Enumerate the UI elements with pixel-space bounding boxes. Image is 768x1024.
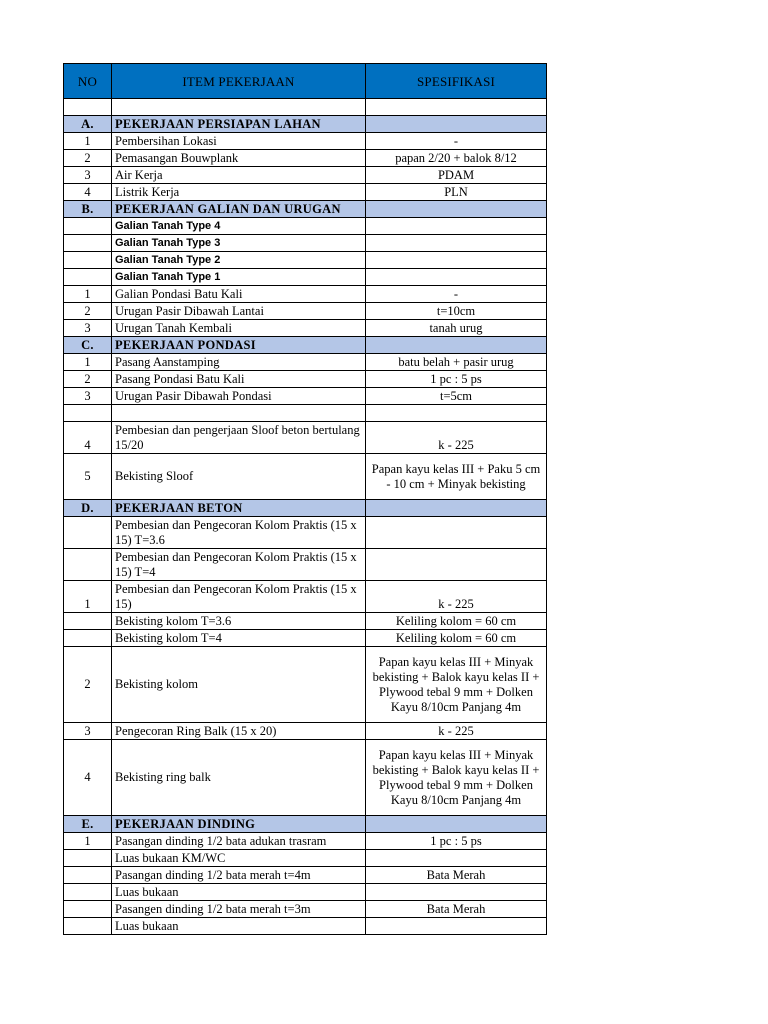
row-item: PEKERJAAN DINDING: [112, 816, 366, 833]
row-no: E.: [64, 816, 112, 833]
row-spec: [366, 201, 547, 218]
row-spec: Papan kayu kelas III + Minyak bekisting + Balok kayu kelas II + Plywood tebal 9 mm + Dolken Kayu 8/10cm Panjang 4m: [366, 740, 547, 816]
row-item: Urugan Pasir Dibawah Lantai: [112, 303, 366, 320]
row-item: Pasangen dinding 1/2 bata merah t=3m: [112, 901, 366, 918]
row-item: Pasangan dinding 1/2 bata adukan trasram: [112, 833, 366, 850]
row-no: [64, 517, 112, 549]
row-item: Bekisting kolom T=4: [112, 630, 366, 647]
row-item: Galian Tanah Type 1: [112, 269, 366, 286]
row-no: B.: [64, 201, 112, 218]
row-no: D.: [64, 500, 112, 517]
row-item: Listrik Kerja: [112, 184, 366, 201]
row-item: Pasang Pondasi Batu Kali: [112, 371, 366, 388]
row-item: Galian Tanah Type 3: [112, 235, 366, 252]
table-row: [64, 850, 547, 867]
row-item: Air Kerja: [112, 167, 366, 184]
row-no: C.: [64, 337, 112, 354]
table-row: [64, 833, 547, 850]
row-item: Urugan Tanah Kembali: [112, 320, 366, 337]
row-spec: batu belah + pasir urug: [366, 354, 547, 371]
table-row: [64, 901, 547, 918]
table-row: [64, 286, 547, 303]
row-spec: [366, 918, 547, 935]
table-row: [64, 133, 547, 150]
table-row: [64, 235, 547, 252]
row-no: A.: [64, 116, 112, 133]
row-no: 1: [64, 286, 112, 303]
row-no: [64, 99, 112, 116]
row-no: 4: [64, 184, 112, 201]
row-item: Pengecoran Ring Balk (15 x 20): [112, 723, 366, 740]
row-spec: PDAM: [366, 167, 547, 184]
row-no: [64, 252, 112, 269]
table-row: [64, 884, 547, 901]
row-item: PEKERJAAN PERSIAPAN LAHAN: [112, 116, 366, 133]
table-body: [64, 99, 547, 935]
row-no: [64, 549, 112, 581]
row-spec: 1 pc : 5 ps: [366, 833, 547, 850]
row-no: 3: [64, 723, 112, 740]
table-row: [64, 371, 547, 388]
row-no: [64, 850, 112, 867]
row-item: [112, 405, 366, 422]
row-spec: tanah urug: [366, 320, 547, 337]
row-spec: -: [366, 286, 547, 303]
row-spec: Papan kayu kelas III + Minyak bekisting + Balok kayu kelas II + Plywood tebal 9 mm + Dolken Kayu 8/10cm Panjang 4m: [366, 647, 547, 723]
row-item: Galian Tanah Type 2: [112, 252, 366, 269]
row-no: 2: [64, 371, 112, 388]
row-spec: [366, 218, 547, 235]
row-item: Bekisting Sloof: [112, 454, 366, 500]
row-spec: papan 2/20 + balok 8/12: [366, 150, 547, 167]
row-item: Pembesian dan pengerjaan Sloof beton bertulang 15/20: [112, 422, 366, 454]
table-row: [64, 269, 547, 286]
row-item: Bekisting kolom T=3.6: [112, 613, 366, 630]
row-item: PEKERJAAN GALIAN DAN URUGAN: [112, 201, 366, 218]
row-no: 2: [64, 150, 112, 167]
section-row: [64, 816, 547, 833]
rab-table: [63, 63, 547, 935]
row-item: Urugan Pasir Dibawah Pondasi: [112, 388, 366, 405]
row-item: Bekisting ring balk: [112, 740, 366, 816]
row-no: 2: [64, 303, 112, 320]
table-row: [64, 167, 547, 184]
row-spec: PLN: [366, 184, 547, 201]
row-item: Galian Tanah Type 4: [112, 218, 366, 235]
row-spec: Keliling kolom = 60 cm: [366, 630, 547, 647]
row-spec: 1 pc : 5 ps: [366, 371, 547, 388]
table-row: [64, 184, 547, 201]
table-row: [64, 517, 547, 549]
table-row: [64, 422, 547, 454]
row-spec: Bata Merah: [366, 901, 547, 918]
row-no: [64, 269, 112, 286]
row-item: Galian Pondasi Batu Kali: [112, 286, 366, 303]
row-no: 3: [64, 167, 112, 184]
row-spec: -: [366, 133, 547, 150]
section-row: [64, 337, 547, 354]
row-spec: Papan kayu kelas III + Paku 5 cm - 10 cm + Minyak bekisting: [366, 454, 547, 500]
row-item: Pemasangan Bouwplank: [112, 150, 366, 167]
row-no: [64, 630, 112, 647]
row-no: 4: [64, 422, 112, 454]
row-item: PEKERJAAN BETON: [112, 500, 366, 517]
row-no: 1: [64, 354, 112, 371]
row-no: 3: [64, 320, 112, 337]
row-no: 1: [64, 133, 112, 150]
table-row: [64, 150, 547, 167]
table-row: [64, 454, 547, 500]
row-spec: t=5cm: [366, 388, 547, 405]
row-item: Pembersihan Lokasi: [112, 133, 366, 150]
row-item: PEKERJAAN PONDASI: [112, 337, 366, 354]
row-spec: [366, 884, 547, 901]
table-row: [64, 549, 547, 581]
table-row: [64, 740, 547, 816]
header-no: NO: [64, 64, 112, 99]
row-no: [64, 235, 112, 252]
table-row: [64, 723, 547, 740]
table-row: [64, 320, 547, 337]
row-no: [64, 867, 112, 884]
section-row: [64, 116, 547, 133]
row-spec: [366, 116, 547, 133]
row-no: [64, 405, 112, 422]
row-spec: [366, 337, 547, 354]
row-no: 1: [64, 581, 112, 613]
row-item: Pembesian dan Pengecoran Kolom Praktis (15 x 15) T=4: [112, 549, 366, 581]
table-row: [64, 388, 547, 405]
section-row: [64, 201, 547, 218]
row-no: [64, 884, 112, 901]
header-spec: SPESIFIKASI: [366, 64, 547, 99]
row-item: Luas bukaan: [112, 918, 366, 935]
header-item: ITEM PEKERJAAN: [112, 64, 366, 99]
row-spec: [366, 549, 547, 581]
table-row: [64, 630, 547, 647]
section-row: [64, 500, 547, 517]
table-row: [64, 613, 547, 630]
row-no: [64, 901, 112, 918]
row-spec: Keliling kolom = 60 cm: [366, 613, 547, 630]
row-no: [64, 918, 112, 935]
row-spec: [366, 99, 547, 116]
row-spec: [366, 816, 547, 833]
row-item: Bekisting kolom: [112, 647, 366, 723]
row-spec: k - 225: [366, 723, 547, 740]
table-row: [64, 99, 547, 116]
row-no: 5: [64, 454, 112, 500]
table-row: [64, 303, 547, 320]
table-row: [64, 252, 547, 269]
row-spec: t=10cm: [366, 303, 547, 320]
row-no: 3: [64, 388, 112, 405]
table-row: [64, 218, 547, 235]
table-row: [64, 354, 547, 371]
row-spec: [366, 269, 547, 286]
row-no: 4: [64, 740, 112, 816]
row-item: Pasangan dinding 1/2 bata merah t=4m: [112, 867, 366, 884]
row-spec: [366, 405, 547, 422]
row-spec: [366, 235, 547, 252]
table-row: [64, 581, 547, 613]
row-spec: k - 225: [366, 581, 547, 613]
row-no: [64, 613, 112, 630]
table-row: [64, 918, 547, 935]
row-spec: [366, 850, 547, 867]
row-item: Pembesian dan Pengecoran Kolom Praktis (15 x 15) T=3.6: [112, 517, 366, 549]
row-spec: [366, 500, 547, 517]
row-item: Pembesian dan Pengecoran Kolom Praktis (15 x 15): [112, 581, 366, 613]
row-spec: [366, 517, 547, 549]
row-no: [64, 218, 112, 235]
row-spec: Bata Merah: [366, 867, 547, 884]
row-item: Pasang Aanstamping: [112, 354, 366, 371]
row-spec: k - 225: [366, 422, 547, 454]
table-row: [64, 647, 547, 723]
row-no: 1: [64, 833, 112, 850]
row-no: 2: [64, 647, 112, 723]
header-row: [64, 64, 547, 99]
row-spec: [366, 252, 547, 269]
table-row: [64, 405, 547, 422]
row-item: Luas bukaan: [112, 884, 366, 901]
row-item: Luas bukaan KM/WC: [112, 850, 366, 867]
row-item: [112, 99, 366, 116]
table-row: [64, 867, 547, 884]
